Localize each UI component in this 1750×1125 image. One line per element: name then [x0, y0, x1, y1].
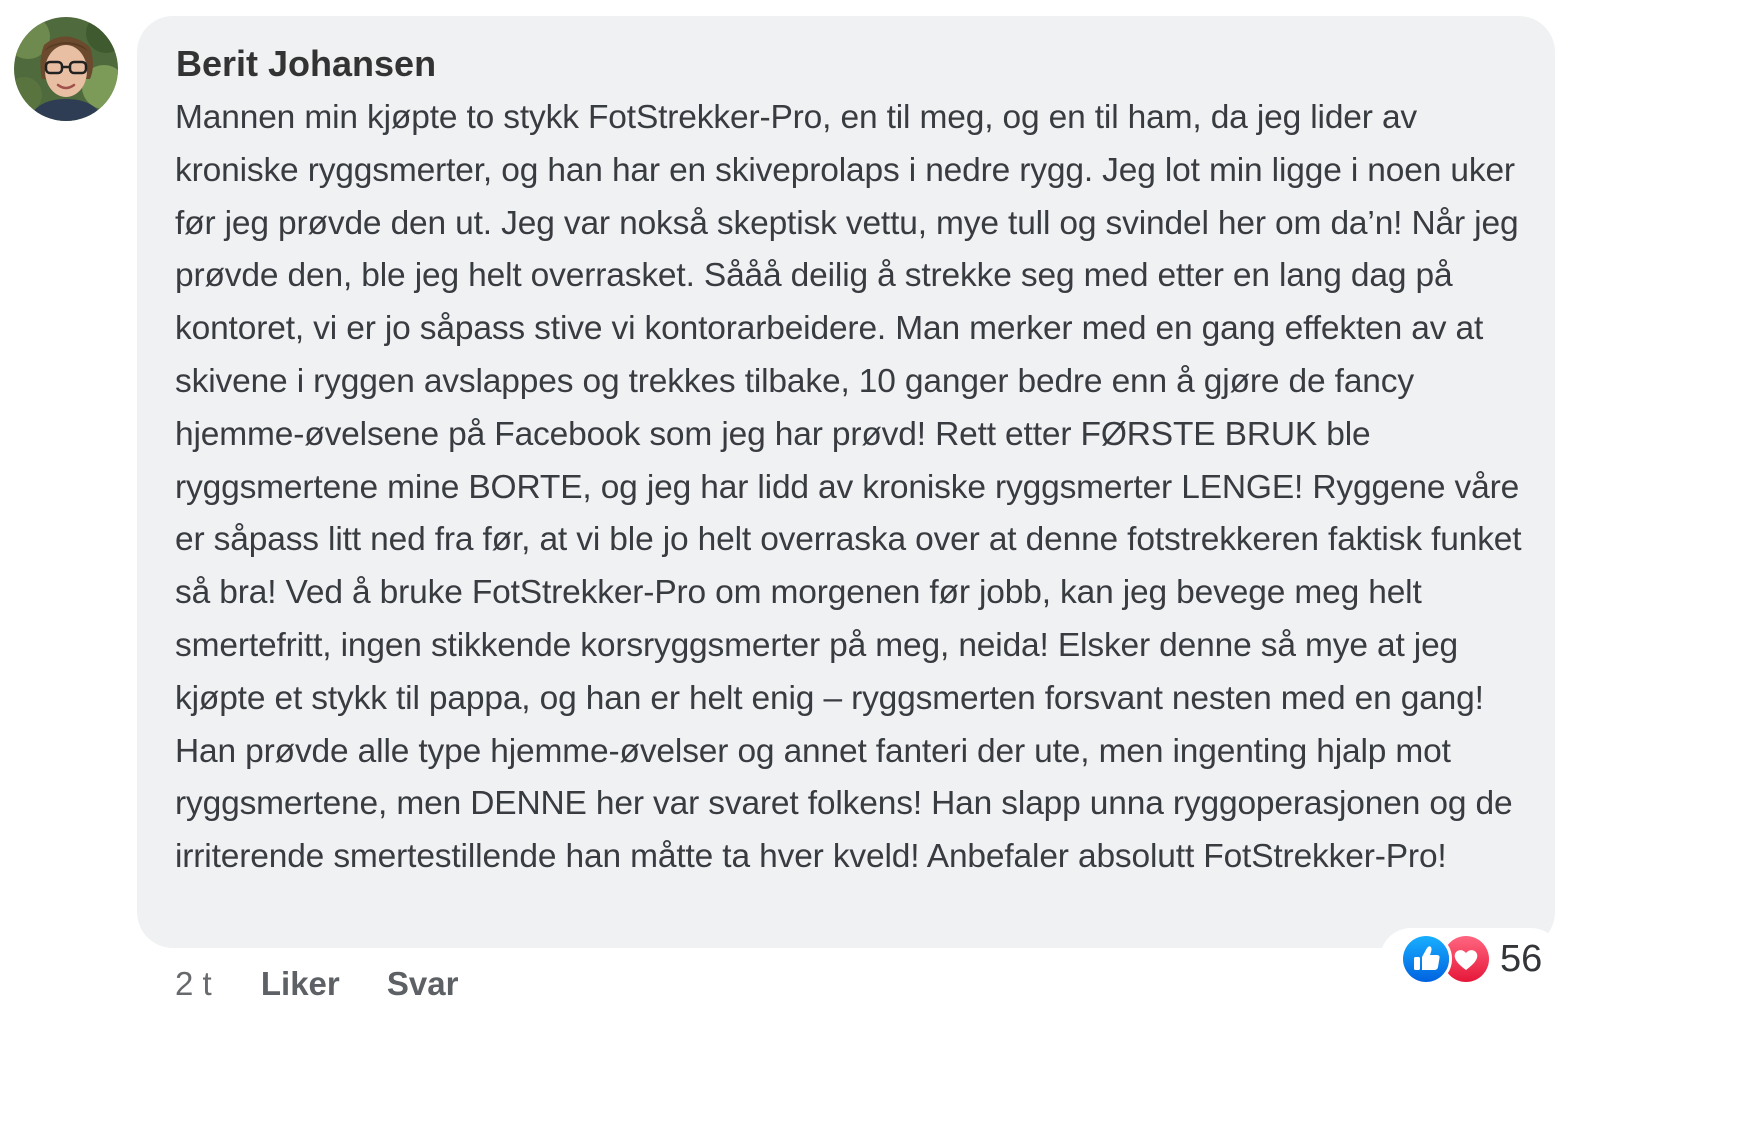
reaction-summary[interactable] [1380, 928, 1562, 990]
avatar[interactable] [14, 17, 118, 121]
comment-author[interactable]: Berit Johansen [176, 43, 437, 84]
like-button[interactable]: Liker [260, 965, 340, 1002]
profile-photo [14, 17, 118, 121]
reply-button[interactable]: Svar [386, 965, 459, 1002]
comment-timestamp[interactable]: 2 t [175, 965, 212, 1002]
comment-actions [175, 962, 496, 1006]
comment-bubble [137, 16, 1555, 948]
like-icon [1400, 933, 1452, 985]
comment-text: Mannen min kjøpte to stykk FotStrekker-Pro, en til meg, og en til ham, da jeg lider av kroniske ryggsmerter, og han har en skiveprolaps i nedre rygg. Jeg lot min ligge i noen uker før jeg prøvde den ut. Jeg var nokså skeptisk vettu, mye tull og svindel her om da’n! Når jeg prøvde den, ble jeg helt overrasket. Sååå deilig å strekke seg med etter en lang dag på kontoret, vi er jo såpass stive vi kontorarbeidere. Man merker med en gang effekten av at skivene i ryggen avslappes og trekkes tilbake, 10 ganger bedre enn å gjøre de fancy hjemme-øvelsene på Facebook som jeg har prøvd! Rett etter FØRSTE BRUK ble ryggsmertene mine BORTE, og jeg har lidd av kroniske ryggsmerter LENGE! Ryggene våre er såpass litt ned fra før, at vi ble jo helt overraska over at denne fotstrekkeren faktisk funket så bra! Ved å bruke FotStrekker-Pro om morgenen før jobb, kan jeg bevege meg helt smertefritt, ingen stikkende korsryggsmerter på meg, neida! Elsker denne så mye at jeg kjøpte et stykk til pappa, og han er helt enig – ryggsmerten forsvant nesten med en gang! Han prøvde alle type hjemme-øvelser og annet fanteri der ute, men ingenting hjalp mot ryggsmertene, men DENNE her var svaret folkens! Han slapp unna ryggoperasjonen og de irriterende smertestillende han måtte ta hver kveld! Anbefaler absolutt FotStrekker-Pro! [175, 99, 1522, 876]
reaction-count: 56 [1500, 938, 1543, 980]
